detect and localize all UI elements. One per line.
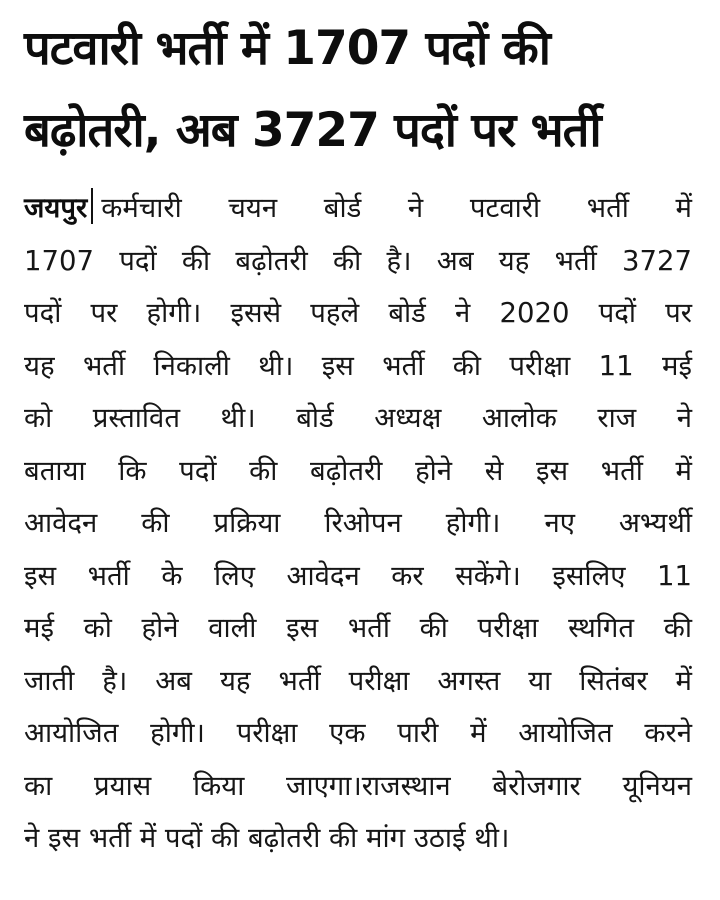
headline-line: बढ़ोतरी, अब 3727 पदों पर भर्ती [24, 103, 601, 158]
body-line: ने इस भर्ती में पदों की बढ़ोतरी की मांग उठाई थी। [24, 822, 510, 854]
body-line: यह भर्ती निकाली थी। इस भर्ती की परीक्षा 11 मई [24, 349, 692, 382]
body-line: आयोजित होगी। परीक्षा एक पारी में आयोजित करने [24, 717, 692, 749]
body-line: जाती है। अब यह भर्ती परीक्षा अगस्त या सितंबर में [24, 664, 692, 697]
article-body [24, 182, 692, 865]
body-line: मई को होने वाली इस भर्ती की परीक्षा स्थगित की [24, 612, 692, 644]
body-line: का प्रयास किया जाएगा।राजस्थान बेरोजगार यूनियन [24, 769, 692, 802]
body-line: आवेदन की प्रक्रिया रिओपन होगी। नए अभ्यर्थी [24, 507, 692, 539]
body-line: बताया कि पदों की बढ़ोतरी होने से इस भर्ती में [24, 454, 692, 487]
article-headline [24, 8, 692, 172]
body-line: पदों पर होगी। इससे पहले बोर्ड ने 2020 पदों पर [24, 297, 692, 329]
headline-line: पटवारी भर्ती में 1707 पदों की [24, 21, 550, 76]
body-line: को प्रस्तावित थी। बोर्ड अध्यक्ष आलोक राज ने [24, 402, 692, 434]
dateline-separator [91, 188, 93, 224]
body-first-line [24, 182, 692, 235]
body-line: 1707 पदों की बढ़ोतरी की है। अब यह भर्ती 3727 [24, 244, 692, 277]
dateline: जयपुर [24, 192, 88, 224]
body-line: इस भर्ती के लिए आवेदन कर सकेंगे। इसलिए 11 [24, 559, 692, 592]
body-line-text: कर्मचारी चयन बोर्ड ने पटवारी भर्ती में [101, 192, 692, 224]
